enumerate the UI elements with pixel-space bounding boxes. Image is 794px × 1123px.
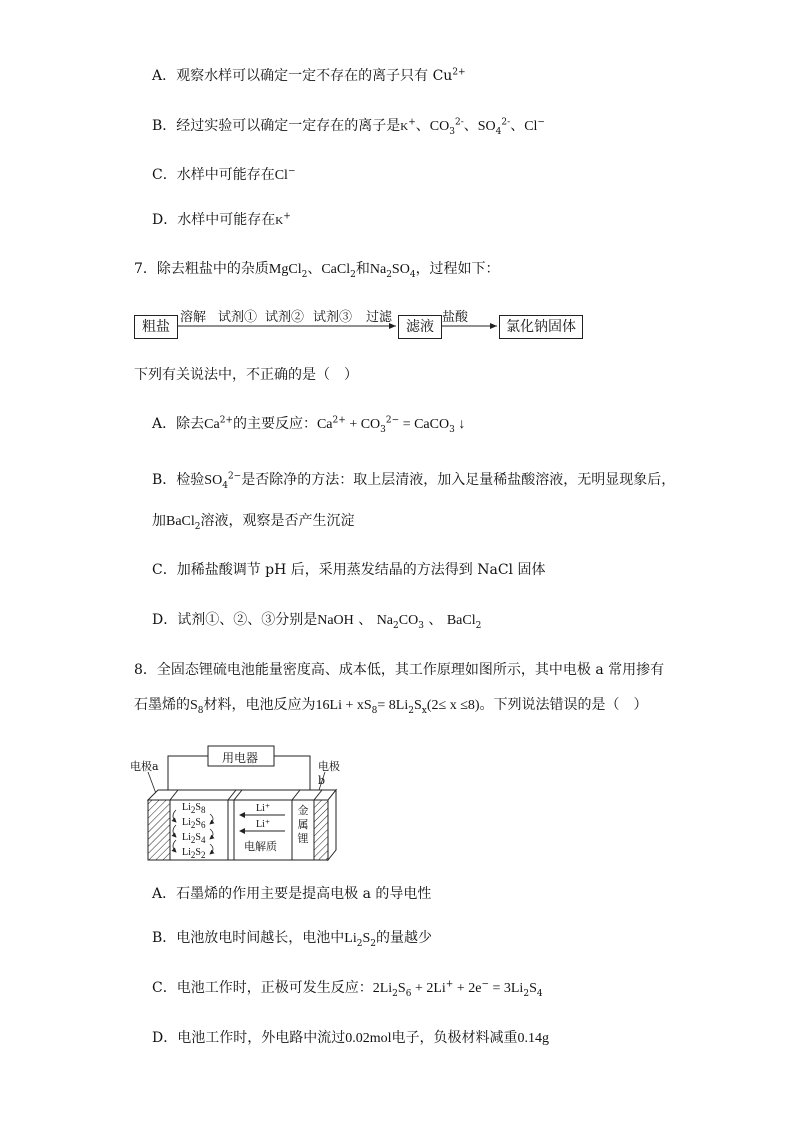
ion-cl: Cl (274, 168, 288, 183)
formula-part: SO (391, 262, 410, 277)
formula-li2s2: Li (344, 931, 357, 946)
electrode-b-label: 电极b (318, 760, 340, 787)
q8-option-a (152, 884, 431, 904)
subscript: 8 (371, 705, 378, 716)
option-text: 试剂①、②、③分别是 (177, 612, 318, 628)
q7-option-c (152, 560, 545, 580)
option-text: 检验 (176, 472, 205, 488)
subscript: 2 (386, 269, 392, 280)
formula-mgcl2: MgCl (268, 262, 302, 277)
superscript: − (287, 166, 296, 177)
flow-box-start: 粗盐 (134, 315, 178, 339)
equation-part: 16Li + xS (315, 698, 372, 713)
superscript: 2- (501, 117, 511, 128)
subscript: 4 (536, 988, 543, 999)
equation-part: = 8Li (377, 698, 409, 713)
equation-part: Ca (316, 417, 333, 432)
formula-bacl2: BaCl (446, 613, 476, 628)
q6-option-a (152, 66, 466, 86)
q6-option-c (152, 165, 296, 186)
battery-diagram (130, 744, 345, 864)
superscript: − (537, 117, 545, 128)
li-ion-label-2: Li⁺ (256, 819, 271, 830)
option-label: B． (152, 930, 177, 946)
subscript: 3 (449, 126, 455, 137)
flow-step-hcl: 盐酸 (442, 310, 469, 325)
metal-char: 锂 (297, 832, 309, 845)
option-text: 是否除净的方法：取上层清液，加入足量稀盐酸溶液，无明显现象后， (241, 472, 676, 488)
conjunction: 和 (355, 261, 370, 277)
superscript: 2+ (332, 415, 346, 426)
flow-step-reagent-3: 试剂③ (313, 310, 353, 325)
superscript: − (481, 979, 489, 990)
ion-k: K (400, 121, 409, 133)
option-label: D． (152, 212, 178, 228)
equation-condition: (2≤ x ≤8) (426, 698, 480, 713)
subscript: 6 (405, 988, 412, 999)
option-text: 加 (152, 513, 166, 529)
subscript: 2 (523, 988, 530, 999)
ion-so4: SO (204, 473, 223, 488)
ion-cl: Cl (524, 119, 538, 134)
subscript: 2 (194, 521, 201, 532)
option-label: A． (152, 68, 177, 84)
option-label: B． (152, 472, 177, 488)
subscript: 2 (392, 988, 398, 999)
flow-box-end: 氯化钠固体 (499, 315, 583, 339)
superscript: 2− (227, 471, 242, 482)
stem-text: 。下列说法错误的是（ ） (479, 697, 648, 713)
q8-stem-line1: 8．全固态锂硫电池能量密度高、成本低，其工作原理如图所示，其中电极 a 常用掺有 (134, 662, 665, 678)
metal-char: 属 (297, 818, 309, 831)
superscript: + (408, 117, 416, 128)
q8-option-c (152, 978, 543, 999)
formula-na2co3: Na (376, 613, 394, 628)
q8-option-d (152, 1028, 549, 1049)
separator: 、 (353, 612, 377, 628)
superscript: + (445, 979, 454, 990)
option-label: B． (152, 118, 177, 134)
formula-cacl2: CaCl (321, 262, 351, 277)
subscript: 2 (350, 269, 356, 280)
separator: 、 (415, 118, 430, 134)
option-label: A． (152, 886, 177, 902)
formula-na2so4: Na (369, 262, 387, 277)
separator: 、 (510, 118, 525, 134)
equation-part: + 2Li (411, 981, 446, 996)
stem-text: ，过程如下： (415, 261, 500, 277)
separator: 、 (307, 261, 322, 277)
subscript: 4 (409, 269, 416, 280)
electrolyte-label: 电解质 (244, 840, 277, 853)
q7-option-b (152, 470, 675, 491)
subscript: 2 (370, 938, 377, 949)
equation-part: 2Li (372, 981, 393, 996)
q8-option-b (152, 928, 432, 949)
option-label: C． (152, 167, 177, 183)
superscript: 2+ (219, 415, 233, 426)
flow-step-reagent-1: 试剂① (218, 310, 258, 325)
metal-lithium-label (295, 804, 311, 846)
option-text: 电池工作时，正极可发生反应： (176, 980, 373, 996)
subscript: 3 (380, 424, 386, 435)
ion-co3: CO (429, 119, 450, 134)
option-text: 水样中可能存在 (176, 167, 275, 183)
superscript: + (283, 211, 291, 222)
flow-box-filtrate: 滤液 (398, 315, 442, 339)
option-text: 观察水样可以确定一定不存在的离子只有 Cu (176, 68, 453, 84)
mass: 0.14g (517, 1031, 550, 1046)
formula-bacl2: BaCl (166, 514, 195, 529)
li-ion-label-1: Li⁺ (256, 803, 271, 814)
q6-option-d (152, 210, 291, 231)
electrode-a-label: 电极a (130, 760, 159, 773)
option-text: 的量越少 (376, 930, 433, 946)
separator: 、 (423, 612, 447, 628)
subscript: 2 (475, 620, 482, 631)
formula-part: CO (398, 613, 419, 628)
option-text: 加稀盐酸调节 pH 后，采用蒸发结晶的方法得到 NaCl 固体 (176, 562, 546, 578)
option-text: 除去 (176, 416, 205, 432)
formula-s8: S (190, 698, 198, 713)
species-li2s6: $Li_2S_6$ (182, 817, 206, 830)
subscript: 2 (356, 938, 363, 949)
equation-part: = 3Li (488, 981, 524, 996)
precipitate-arrow: ↓ (454, 417, 466, 432)
option-text: 电池放电时间越长，电池中 (176, 930, 345, 946)
stem-text: 7．除去粗盐中的杂质 (134, 261, 269, 277)
q6-option-b (152, 116, 545, 137)
option-text: 石墨烯的作用主要是提高电极 a 的导电性 (176, 886, 432, 902)
formula-part: S (362, 931, 371, 946)
ion-k: K (275, 215, 284, 227)
option-label: C． (152, 980, 177, 996)
stem-text: 石墨烯的 (134, 697, 190, 713)
option-label: D． (152, 1030, 178, 1046)
species-li2s4: $Li_2S_4$ (182, 832, 206, 845)
subscript: 3 (449, 424, 455, 435)
q7-option-d (152, 610, 481, 631)
subscript: 2 (393, 620, 399, 631)
ion-ca: Ca (204, 417, 220, 432)
subscript: 8 (197, 705, 204, 716)
option-text: 电池工作时，外电路中流过 (177, 1030, 346, 1046)
flow-step-dissolve: 溶解 (180, 310, 207, 325)
q7-option-b-line2 (152, 511, 355, 532)
option-label: C． (152, 562, 177, 578)
option-text: 经过实验可以确定一定存在的离子是 (176, 118, 401, 134)
q7-stem (134, 259, 500, 280)
ion-so4: SO (477, 119, 496, 134)
separator: 、 (463, 118, 478, 134)
equation-part: + 2e (453, 981, 482, 996)
option-text: 水样中可能存在 (177, 212, 276, 228)
q7-ask: 下列有关说法中，不正确的是（ ） (134, 367, 358, 383)
species-li2s8: $Li_2S_8$ (182, 802, 206, 815)
option-text: 的主要反应： (232, 416, 317, 432)
q8-stem-line2 (134, 695, 648, 716)
equation-part: = CaCO (399, 417, 450, 432)
equation-part: + (345, 417, 361, 432)
subscript: 2 (408, 705, 414, 716)
option-label: A． (152, 416, 177, 432)
option-label: D． (152, 612, 178, 628)
q7-option-a (152, 414, 465, 435)
equation-part: S (413, 698, 422, 713)
subscript: 4 (222, 480, 228, 491)
option-text: 溶液，观察是否产生沉淀 (200, 513, 355, 529)
q7-flow-diagram (134, 306, 594, 346)
subscript: 4 (495, 126, 502, 137)
formula-naoh: NaOH (317, 613, 354, 628)
stem-text: 材料，电池反应为 (203, 697, 316, 713)
flow-step-filter: 过滤 (366, 310, 393, 325)
superscript: 2- (454, 117, 464, 128)
superscript: 2+ (452, 67, 466, 78)
flow-step-reagent-2: 试剂② (265, 310, 305, 325)
subscript: 2 (301, 269, 308, 280)
option-text: 电子，负极材料减重 (391, 1030, 518, 1046)
equation-part: S (397, 981, 406, 996)
amount: 0.02mol (345, 1031, 392, 1046)
subscript: 3 (418, 620, 424, 631)
device-label: 用电器 (222, 751, 259, 765)
subscript: x (421, 705, 427, 716)
equation-part: CO (360, 417, 381, 432)
species-li2s2: $Li_2S_2$ (182, 847, 206, 860)
superscript: 2− (385, 415, 400, 426)
metal-char: 金 (297, 804, 309, 817)
equation-part: S (529, 981, 537, 996)
